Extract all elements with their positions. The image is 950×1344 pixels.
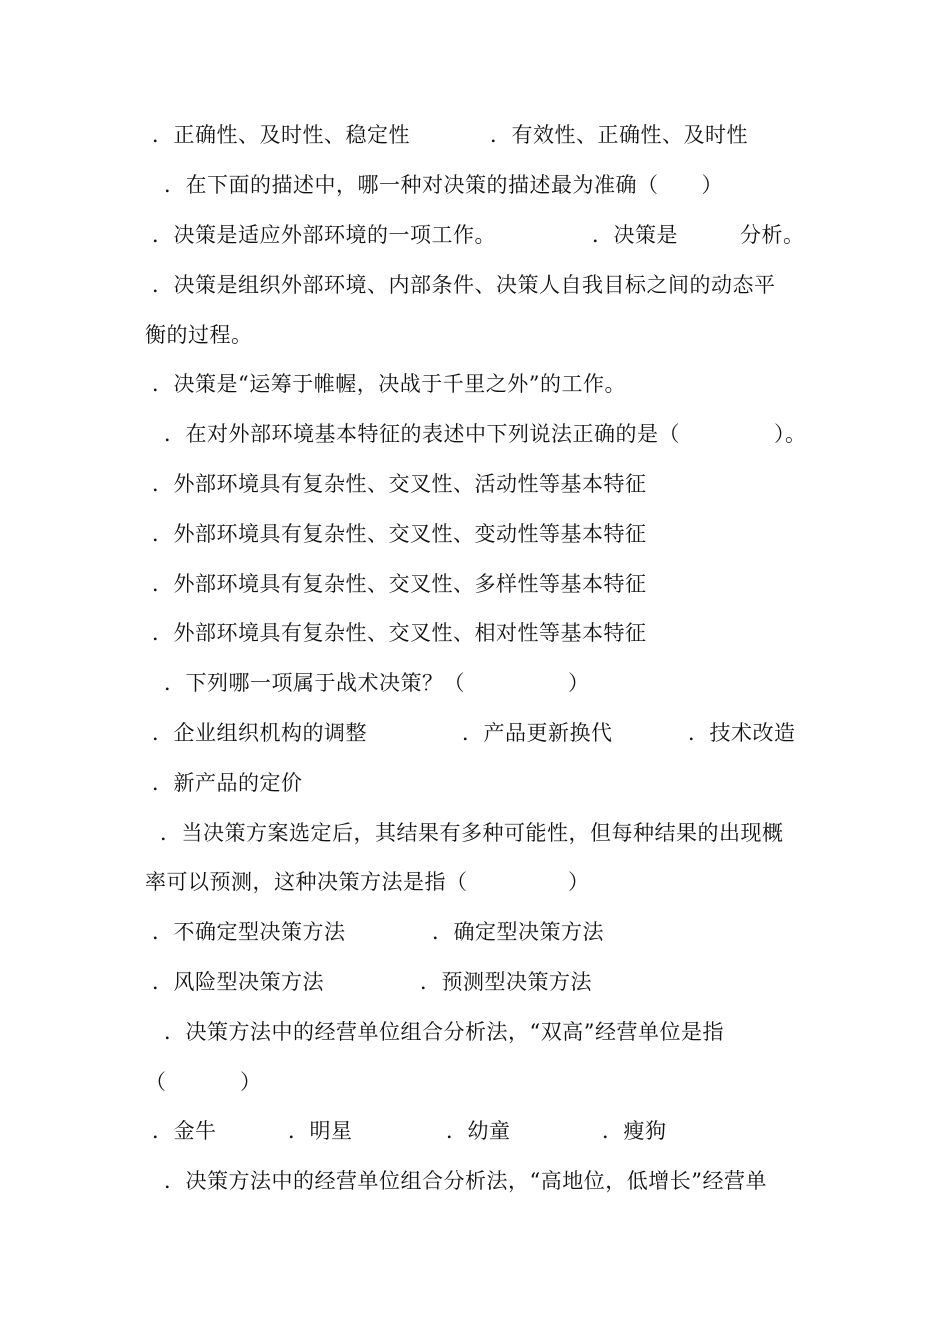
option-text: ．瘦狗 bbox=[602, 1119, 667, 1143]
question-text: 率可以预测，这种决策方法是指（ bbox=[145, 870, 468, 894]
option-text: ．确定型决策方法 bbox=[432, 920, 604, 944]
option-text: ．明星 bbox=[288, 1119, 353, 1143]
question-text: ）。 bbox=[774, 422, 807, 446]
option-text: ．风险型决策方法 bbox=[152, 970, 324, 994]
option-text: ．产品更新换代 bbox=[462, 721, 613, 745]
option-text: 衡的过程。 bbox=[145, 323, 253, 347]
option-text: ．金牛 bbox=[152, 1119, 217, 1143]
option-text: ．企业组织机构的调整 bbox=[152, 721, 367, 745]
question-text: ．在下面的描述中，哪一种对决策的描述最为准确（ ） bbox=[164, 173, 723, 197]
question-text: ．在对外部环境基本特征的表述中下列说法正确的是（ bbox=[164, 422, 680, 446]
option-text: ．不确定型决策方法 bbox=[152, 920, 346, 944]
option-text: ．正确性、及时性、稳定性 bbox=[152, 123, 410, 147]
option-text: 分析。 bbox=[740, 223, 805, 247]
option-text: ．决策是“运筹于帷幄，决战于千里之外”的工作。 bbox=[152, 372, 626, 396]
question-text: ．决策方法中的经营单位组合分析法，“高地位，低增长”经营单 bbox=[164, 1169, 767, 1193]
option-text: ．幼童 bbox=[446, 1119, 511, 1143]
question-text: ．决策方法中的经营单位组合分析法，“双高”经营单位是指 bbox=[164, 1020, 724, 1044]
option-text: ．决策是适应外部环境的一项工作。 bbox=[152, 223, 496, 247]
question-text: ） bbox=[568, 870, 590, 894]
option-text: ．外部环境具有复杂性、交叉性、相对性等基本特征 bbox=[152, 621, 647, 645]
option-text: ．外部环境具有复杂性、交叉性、变动性等基本特征 bbox=[152, 522, 647, 546]
option-text: ．外部环境具有复杂性、交叉性、活动性等基本特征 bbox=[152, 472, 647, 496]
option-text: ．技术改造 bbox=[688, 721, 796, 745]
question-text: ．当决策方案选定后，其结果有多种可能性，但每种结果的出现概 bbox=[160, 821, 784, 845]
option-text: ．决策是组织外部环境、内部条件、决策人自我目标之间的动态平 bbox=[152, 273, 776, 297]
option-text: ．新产品的定价 bbox=[152, 771, 303, 795]
option-text: ．有效性、正确性、及时性 bbox=[490, 123, 748, 147]
question-text: ） bbox=[568, 671, 590, 695]
question-text: （ bbox=[145, 1070, 167, 1094]
option-text: ．决策是 bbox=[592, 223, 678, 247]
question-text: ） bbox=[240, 1070, 262, 1094]
option-text: ．外部环境具有复杂性、交叉性、多样性等基本特征 bbox=[152, 572, 647, 596]
question-text: ．下列哪一项属于战术决策？（ bbox=[164, 671, 465, 695]
option-text: ．预测型决策方法 bbox=[420, 970, 592, 994]
